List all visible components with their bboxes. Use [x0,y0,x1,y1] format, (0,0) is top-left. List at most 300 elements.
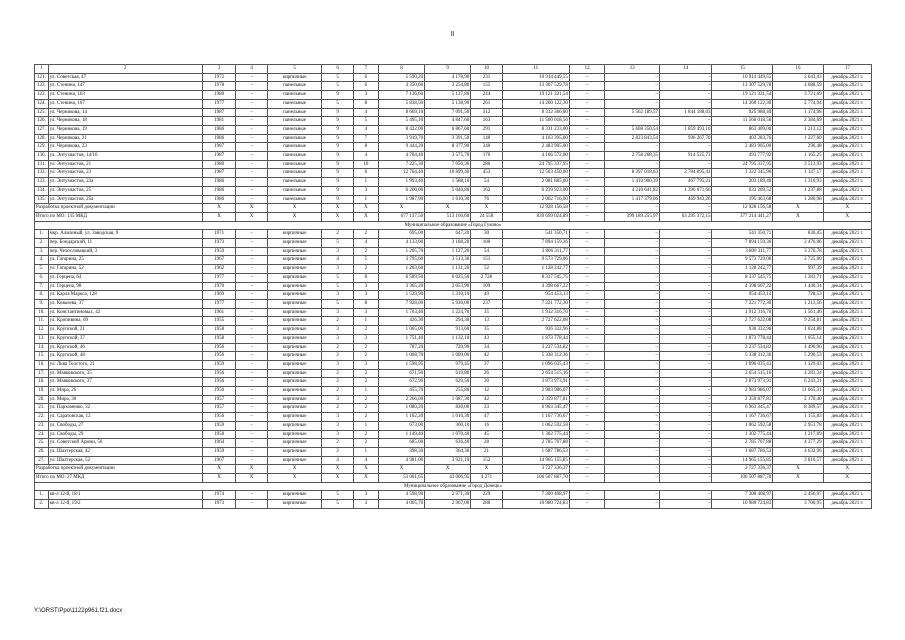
table-cell: 1967 [202,256,236,265]
table-cell: 2 359 877,81 [502,395,569,404]
table-cell: 4 [353,108,378,117]
table-cell: 47 [471,413,502,422]
table-cell: X [236,204,267,213]
table-cell: 237 [471,299,502,308]
table-cell: – [660,247,712,256]
table-cell: 5 608 350,54 [605,125,660,134]
table-cell: 3 [322,413,353,422]
table-cell: 33 [471,404,502,413]
table-cell: – [236,247,267,256]
table-cell: 1969 [202,291,236,300]
table-cell: – [569,474,605,483]
table-cell: – [569,404,605,413]
table-cell: 1 [353,178,378,187]
table-cell: 1 167 736,67 [502,413,569,422]
table-cell: 979,45 [425,360,471,369]
table-cell: 2 971,30 [425,491,471,500]
table-cell: X [322,204,353,213]
design-docs-row [35,204,872,213]
table-cell: 9 573 729,06 [712,256,773,265]
table-cell: – [236,108,267,117]
table-cell: 3 [322,308,353,317]
table-cell: – [605,73,660,82]
table-cell: – [569,326,605,335]
table-cell: кирпичные [267,73,322,82]
table-row [35,491,872,500]
table-cell: X [267,212,322,221]
table-cell: 2 [322,369,353,378]
table-cell: 787,20 [378,343,424,352]
table-cell: 132. [35,169,49,178]
table-cell: 3 053,90 [425,282,471,291]
table-cell: 2 483 905,00 [502,143,569,152]
table-cell: – [660,369,712,378]
table-cell: – [236,500,267,509]
table-cell: 124. [35,99,49,108]
table-cell: 836,45 [773,230,823,239]
table-cell: 1986 [202,125,236,134]
table-cell: 231 [471,73,502,82]
table-row [35,282,872,291]
table-cell: 2 [353,247,378,256]
table-cell: 8 377,90 [425,143,471,152]
table-cell: – [569,282,605,291]
table-cell: 24 558 [471,212,502,221]
table-row [35,247,872,256]
table-cell: 1957 [202,395,236,404]
table-cell: 647,20 [425,230,471,239]
table-cell: – [569,465,605,474]
table-cell: 53 001,65 [378,474,424,483]
table-cell: 1959 [202,421,236,430]
table-cell: 195 463,68 [712,195,773,204]
table-cell: декабрь 2021 г. [823,387,871,396]
table-cell: 21. [35,404,49,413]
table-cell: 1 687 786,53 [712,447,773,456]
table-cell: 13. [35,334,49,343]
table-cell: панельные [267,108,322,117]
table-cell: 4 847,60 [425,117,471,126]
table-cell: 155 [471,82,502,91]
table-cell: 1950 [202,387,236,396]
table-cell: 19 121 321,54 [502,91,569,100]
table-cell: 4 704,40 [378,152,424,161]
table-cell: 1 [353,195,378,204]
table-cell: X [267,204,322,213]
table-cell: 5. [35,265,49,274]
table-cell: 7 300 408,97 [712,491,773,500]
table-cell: декабрь 2021 г. [823,143,871,152]
table-row [35,265,872,274]
table-cell: 229 [471,491,502,500]
table-cell: 3 806 311,77 [712,247,773,256]
table-cell: декабрь 2021 г. [823,99,871,108]
table-cell: 1 [353,317,378,326]
table-cell: декабрь 2021 г. [823,491,871,500]
table-cell: панельные [267,178,322,187]
table-row [35,334,872,343]
table-cell: 2 266,00 [378,395,424,404]
table-cell: 10 980 724,83 [712,500,773,509]
table-cell: – [236,256,267,265]
table-cell: 4 [353,125,378,134]
table-cell: – [605,291,660,300]
table-cell: 6 867,60 [425,125,471,134]
table-cell: декабрь 2021 г. [823,134,871,143]
table-cell: 1956 [202,369,236,378]
table-cell: 1. [35,230,49,239]
table-cell: кирпичные [267,395,322,404]
table-cell: Разработка проектной документации [35,204,203,213]
table-cell: 126. [35,117,49,126]
table-cell: 14 260 122,30 [502,99,569,108]
table-cell: 1 383,71 [773,273,823,282]
table-cell: 4 490,96 [773,343,823,352]
table-cell: 49 [471,291,502,300]
table-cell: ул. Гагарина, 52 [48,265,202,274]
table-cell: – [569,256,605,265]
table-cell: 1961 [202,308,236,317]
table-cell: 8. [35,291,49,300]
table-cell: 8 332 366,00 [502,108,569,117]
table-cell: – [569,265,605,274]
table-cell: – [236,491,267,500]
table-body [35,65,872,509]
table-cell: панельные [267,143,322,152]
table-cell: 4 271 [471,474,502,483]
table-cell: панельные [267,134,322,143]
section-header-row [35,221,872,230]
table-cell: – [236,387,267,396]
table-cell: 1 280,98 [773,195,823,204]
table-cell: – [236,282,267,291]
table-cell: 3 [353,491,378,500]
table-cell: 10. [35,308,49,317]
table-cell: 1 [353,447,378,456]
table-cell: 3 921,10 [425,456,471,465]
table-cell: декабрь 2021 г. [823,160,871,169]
table-cell: 6 243,31 [773,378,823,387]
table-cell: 6 025,50 [425,273,471,282]
table-cell: 5 [322,73,353,82]
table-cell: 672,90 [378,378,424,387]
table-cell: 5 [322,299,353,308]
table-cell: 131. [35,160,49,169]
table-cell: 35 [471,308,502,317]
table-cell: 130. [35,152,49,161]
table-cell: 1 302 775,44 [502,430,569,439]
table-cell: 6. [35,273,49,282]
table-cell: 3 513,30 [425,256,471,265]
table-cell: 1 912 316,70 [502,308,569,317]
table-cell: 997,39 [773,265,823,274]
table-cell: кирпичные [267,360,322,369]
table-cell: 6 200,00 [378,186,424,195]
table-cell: кирпичные [267,404,322,413]
table-cell: – [236,152,267,161]
table-cell: – [236,439,267,448]
table-cell: X [773,212,823,221]
table-cell: – [660,360,712,369]
table-cell: 8 331 233,00 [502,125,569,134]
table-cell: – [569,204,605,213]
table-cell: 5 [353,117,378,126]
table-cell: – [660,404,712,413]
table-cell: ул. Стенина, 167 [48,99,202,108]
table-cell: – [660,317,712,326]
table-cell: 4 133,00 [378,239,424,248]
table-cell: 8 [353,99,378,108]
table-cell: 2 [322,447,353,456]
table-cell: 27. [35,456,49,465]
table-cell: 7 300 408,97 [502,491,569,500]
table-cell: 3 237 534,82 [502,343,569,352]
table-cell: 2 [322,317,353,326]
table-cell: ул. Советской Армии, 56 [48,439,202,448]
table-row [35,82,872,91]
table-cell: кирпичные [267,239,322,248]
table-cell: 3 727 336,37 [712,465,773,474]
table-cell: – [605,334,660,343]
table-cell: 23. [35,421,49,430]
table-cell: декабрь 2021 г. [823,334,871,343]
table-cell: 2 [353,369,378,378]
table-cell: 377 214 441,27 [712,212,773,221]
table-cell: 1 167 736,67 [712,413,773,422]
table-cell: 2 983 986,07 [502,387,569,396]
table-cell: 20. [35,395,49,404]
table-cell: декабрь 2021 г. [823,82,871,91]
table-cell: 2 [353,404,378,413]
table-cell: 2 823 843,54 [605,134,660,143]
table-cell: ул. Мира, 26 [48,387,202,396]
table-cell: 3 [322,326,353,335]
table-row [35,134,872,143]
table-cell: ул. Мира, 36 [48,395,202,404]
table-cell: 3 [322,421,353,430]
table-cell: кирпичные [267,343,322,352]
table-cell: 3 [353,334,378,343]
table-cell: 3 [322,291,353,300]
table-cell: 5 590,20 [378,73,424,82]
table-cell: 10 914 449,55 [502,73,569,82]
table-cell: 1977 [202,273,236,282]
table-cell: 5 495,10 [378,117,424,126]
table-cell: – [236,169,267,178]
table-cell: – [605,474,660,483]
table-row [35,439,872,448]
table-cell: 4 377,29 [773,439,823,448]
table-cell: – [660,143,712,152]
table-cell: – [236,82,267,91]
table-cell: ул. Стенина, 163 [48,91,202,100]
table-cell: панельные [267,195,322,204]
table-cell: – [660,91,712,100]
table-cell: 2 [322,378,353,387]
table-cell: 1977 [202,99,236,108]
table-cell: – [605,282,660,291]
table-cell: 1 080,20 [378,404,424,413]
table-cell: 1 302 775,44 [712,430,773,439]
table-cell: 677 137,50 [378,212,424,221]
table-cell: – [605,265,660,274]
table-cell: – [236,178,267,187]
table-cell: 3 [322,247,353,256]
table-cell: – [236,291,267,300]
table-cell: 1 310,10 [425,291,471,300]
table-row [35,395,872,404]
table-cell: 1 417 379,06 [605,195,660,204]
table-cell: 1 205,70 [378,247,424,256]
table-cell: 24 795 337,95 [712,160,773,169]
table-cell: 180 [471,239,502,248]
table-cell: 2 654 515,16 [502,369,569,378]
table-cell: 728,53 [773,291,823,300]
table-cell: – [236,195,267,204]
table-cell: 2 951,78 [773,421,823,430]
table-row [35,447,872,456]
table-cell: X [236,465,267,474]
table-cell: декабрь 2021 г. [823,500,871,509]
table-cell: 1 987,90 [378,195,424,204]
table-cell: – [605,395,660,404]
table-cell: 2 [353,413,378,422]
table-cell: 133. [35,178,49,187]
table-cell: 1 010,30 [425,413,471,422]
table-cell: 1956 [202,413,236,422]
table-cell: 3 [353,186,378,195]
table-cell: ул. Черникова, 18 [48,117,202,126]
table-row [35,360,872,369]
table-cell: 493 777,92 [712,152,773,161]
table-cell: 2 758 268,35 [605,152,660,161]
table-cell: 1978 [202,82,236,91]
table-cell: ул. Крупской, 21 [48,326,202,335]
table-cell: – [660,500,712,509]
table-cell: 2 [322,343,353,352]
table-cell: 8 669,10 [378,108,424,117]
table-cell: 1973 [202,239,236,248]
table-cell: 10 980 724,83 [502,500,569,509]
table-cell: 1980 [202,160,236,169]
table-cell: 16. [35,360,49,369]
table-cell: кирпичные [267,247,322,256]
table-cell: 2 [353,378,378,387]
table-cell: 12 503 450,00 [502,169,569,178]
table-cell: – [660,256,712,265]
table-cell: кирпичные [267,299,322,308]
table-cell: кирпичные [267,447,322,456]
table-cell: – [605,465,660,474]
table-cell: – [236,91,267,100]
table-cell: 12 [471,387,502,396]
table-cell: 3 [322,430,353,439]
table-cell: декабрь 2021 г. [823,404,871,413]
table-cell: 1 087,30 [425,395,471,404]
table-cell: 1 155,83 [773,413,823,422]
table-cell: 54 [471,178,502,187]
table-cell: ул. Энтузиастов, 23 [48,169,202,178]
table-cell: 4 [353,456,378,465]
table-cell: 6 [322,65,353,74]
table-cell: 1 [353,387,378,396]
table-row [35,108,872,117]
table-cell: – [569,117,605,126]
table-cell: – [660,239,712,248]
table-cell: – [660,326,712,335]
table-cell: 76 [471,195,502,204]
table-cell: 13 307 529,78 [502,82,569,91]
table-cell: декабрь 2021 г. [823,378,871,387]
table-cell: – [569,378,605,387]
table-cell: 12 928 156,58 [712,204,773,213]
table-cell: 1. [35,491,49,500]
table-cell: 1956 [202,343,236,352]
table-cell: 5 838,50 [378,99,424,108]
table-cell: 1956 [202,378,236,387]
table-cell: 3 806 311,77 [502,247,569,256]
table-cell: 9 254,81 [773,317,823,326]
table-cell: 1 751,40 [378,334,424,343]
table-cell: 5 [322,82,353,91]
table-cell: кирпичные [267,273,322,282]
table-cell: кирпичные [267,352,322,361]
table-cell: – [605,299,660,308]
table-cell: – [605,500,660,509]
table-cell: декабрь 2021 г. [823,317,871,326]
table-cell: – [660,456,712,465]
table-row [35,160,872,169]
table-cell: 8 337 545,75 [712,273,773,282]
table-cell: 17 [823,65,871,74]
table-cell: – [236,308,267,317]
table-cell: – [569,108,605,117]
table-cell: 1957 [202,404,236,413]
table-cell: 5 930,00 [425,299,471,308]
table-cell: 52 [471,265,502,274]
table-row [35,143,872,152]
table-cell: 291 [471,125,502,134]
table-cell: 2 784 095,41 [660,169,712,178]
table-cell: – [569,152,605,161]
table-cell: 7. [35,282,49,291]
table-cell: 1 009,00 [425,352,471,361]
table-cell: ул. Черникова, 19 [48,125,202,134]
table-cell: ул. Энтузиастов, 21 [48,160,202,169]
table-cell: – [569,421,605,430]
table-cell: – [569,160,605,169]
table-cell: 16 [773,65,823,74]
table-cell: – [660,73,712,82]
table-cell: – [569,387,605,396]
table-cell: 5 [322,273,353,282]
table-cell: 12 [569,65,605,74]
table-cell: 1 529,90 [378,291,424,300]
table-row [35,230,872,239]
table-cell: – [605,447,660,456]
table-cell: 2 170,40 [773,395,823,404]
table-cell: 10 [353,160,378,169]
table-row [35,317,872,326]
table-cell: декабрь 2021 г. [823,186,871,195]
table-cell: 4 088,59 [773,82,823,91]
table-cell: 3 [202,65,236,74]
table-cell: – [605,404,660,413]
table-cell: 261 [471,99,502,108]
table-cell: 1 410 900,39 [605,178,660,187]
table-cell: 1 [35,65,49,74]
table-cell: ул. Маяковского, 35 [48,369,202,378]
